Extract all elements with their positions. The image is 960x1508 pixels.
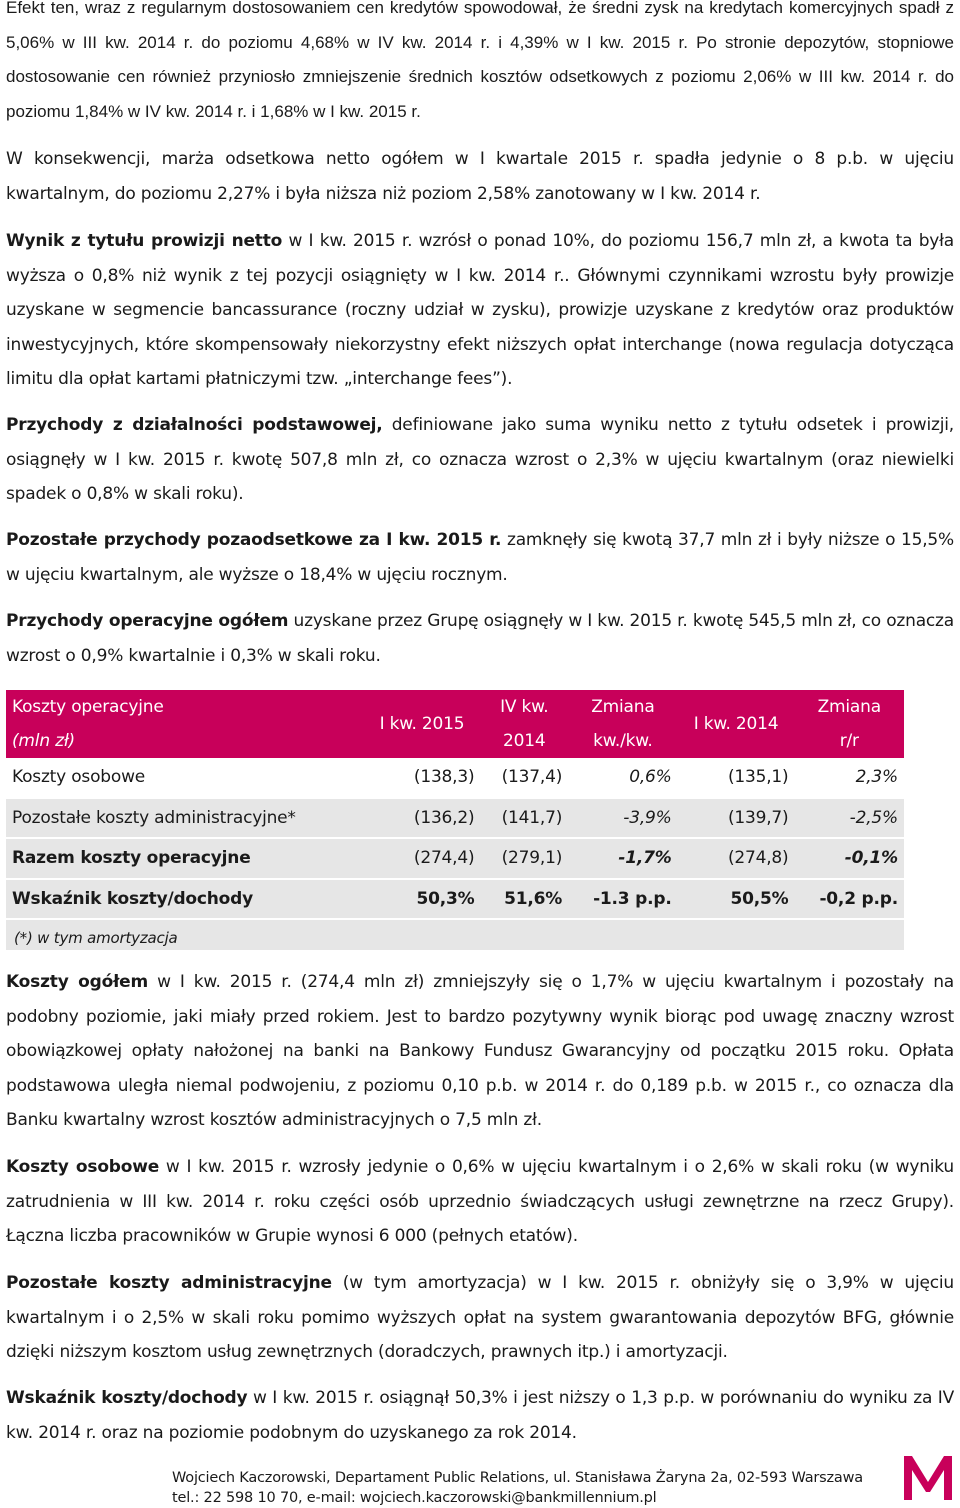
paragraph-core-income-text: definiowane jako suma wyniku netto z tytułu odsetek i prowizji, osiągnęły w I kw. 2015 r. kwotę 507,8 mln zł, co oznacza wzrost o 2,3% w ujęciu kwartalnym (oraz niewielki spadek o 0,8% w skali roku).	[6, 415, 954, 504]
table-footnote: (*) w tym amortyzacja	[14, 929, 178, 947]
bank-millennium-logo-icon	[900, 1448, 956, 1504]
cell-q1-2014: (139,7)	[678, 798, 795, 839]
operating-costs-table	[6, 690, 904, 952]
cell-yoy: 2,3%	[795, 758, 905, 798]
row-label: Pozostałe koszty administracyjne*	[6, 798, 364, 839]
cell-qoq: -3,9%	[568, 798, 677, 839]
paragraph-net-commission-text: w I kw. 2015 r. wzrósł o ponad 10%, do poziomu 156,7 mln zł, a kwota ta była wyższa o 0,8% niż wynik z tej pozycji osiągnięty w I kw. 2014 r.. Głównymi czynnikami wzrostu były prowizje uzyskane w segmencie bancassurance (roczny udział w zysku), prowizje uzyskane z kredytów oraz produktów inwestycyjnych, które skompensowały niekorzystny efekt niższych opłat interchange (nowa regulacja dotycząca limitu dla opłat kartami płatniczymi tzw. „interchange fees”).	[6, 231, 954, 389]
paragraph-other-admin-costs-text: (w tym amortyzacja) w I kw. 2015 r. obniżyły się o 3,9% w ujęciu kwartalnym i o 2,5% w skali roku pomimo wyższych opłat na system gwarantowania depozytów BFG, głównie dzięki niższym kosztom usług zewnętrznych (doradczych, prawnych itp.) i amortyzacji.	[6, 1273, 954, 1362]
cell-q1-2015: (274,4)	[364, 838, 481, 879]
header-yoy-line1: Zmiana	[795, 690, 905, 724]
table-row	[6, 879, 904, 920]
footer-contact-details: tel.: 22 598 10 70, e-mail: wojciech.kaczorowski@bankmillennium.pl	[172, 1490, 657, 1506]
table-row	[6, 798, 904, 839]
paragraph-personnel-costs-text: w I kw. 2015 r. wzrosły jedynie o 0,6% w ujęciu kwartalnym i o 2,6% w skali roku (w wyniku zatrudnienia w III kw. 2014 r. roku części osób uprzednio świadczących usługi zewnętrzne na rzecz Grupy). Łączna liczba pracowników w Grupie wynosi 6 000 (pełnych etatów).	[6, 1157, 954, 1246]
cell-q1-2014: 50,5%	[678, 879, 795, 920]
cell-q1-2014: (274,8)	[678, 838, 795, 879]
header-cost-label: Koszty operacyjne	[6, 690, 364, 724]
paragraph-total-costs-text: w I kw. 2015 r. (274,4 mln zł) zmniejszyły się o 1,7% w ujęciu kwartalnym i pozostały na podobny poziomie, jaki miały przed rokiem. Jest to bardzo pozytywny wynik biorąc pod uwagę znaczny wzrost obowiązkowej opłaty nałożonej na banki na Bankowy Fundusz Gwarancyjny od początku 2015 roku. Opłata podstawowa uległa niemal podwojeniu, z poziomu 0,10 p.b. w 2014 r. do 0,189 p.b. w 2015 r., co oznacza dla Banku kwartalny wzrost kosztów administracyjnych o 7,5 mln zł.	[6, 972, 954, 1130]
cell-q4-2014: (137,4)	[480, 758, 568, 798]
paragraph-cost-income-ratio-text: w I kw. 2015 r. osiągnął 50,3% i jest niższy o 1,3 p.p. w porównaniu do wyniku za IV kw. 2014 r. oraz na poziomie podobnym do uzyskanego za rok 2014.	[6, 1388, 954, 1443]
row-label: Koszty osobowe	[6, 758, 364, 798]
heading-core-income: Przychody z działalności podstawowej,	[6, 415, 383, 435]
cell-q4-2014: (141,7)	[480, 798, 568, 839]
cell-q4-2014: 51,6%	[480, 879, 568, 920]
cell-q1-2015: (138,3)	[364, 758, 481, 798]
paragraph-other-admin-costs	[6, 1266, 954, 1370]
footer-address: Wojciech Kaczorowski, Departament Public Relations, ul. Stanisława Żaryna 2a, 02-593 Warszawa	[172, 1470, 863, 1486]
paragraph-interest-margin-loans: Efekt ten, wraz z regularnym dostosowaniem cen kredytów spowodował, że średni zysk na kredytach komercyjnych spadł z 5,06% w III kw. 2014 r. do poziomu 4,68% w IV kw. 2014 r. i 4,39% w I kw. 2015 r. Po stronie depozytów, stopniowe dostosowanie cen również przyniosło zmniejszenie średnich kosztów odsetkowych z poziomu 2,06% w III kw. 2014 r. do poziomu 1,84% w IV kw. 2014 r. i 1,68% w I kw. 2015 r.	[6, 0, 954, 121]
header-q1-2015: I kw. 2015	[364, 690, 481, 758]
paragraph-personnel-costs	[6, 1150, 954, 1254]
paragraph-total-operating-income-text: uzyskane przez Grupę osiągnęły w I kw. 2015 r. kwotę 545,5 mln zł, co oznacza wzrost o 0,9% kwartalnie i 0,3% w skali roku.	[6, 611, 954, 666]
cell-yoy: -0,1%	[795, 838, 905, 879]
paragraph-other-non-interest-income-text: zamknęły się kwotą 37,7 mln zł i były niższe o 15,5% w ujęciu kwartalnym, ale wyższe o 18,4% w ujęciu rocznym.	[6, 530, 954, 585]
footer-contact	[172, 1468, 863, 1508]
header-q4-2014-line2: 2014	[480, 724, 568, 758]
row-label: Razem koszty operacyjne	[6, 838, 364, 879]
heading-cost-income-ratio: Wskaźnik koszty/dochody	[6, 1388, 248, 1408]
table-row	[6, 758, 904, 798]
heading-personnel-costs: Koszty osobowe	[6, 1157, 160, 1177]
heading-net-commission: Wynik z tytułu prowizji netto	[6, 231, 283, 251]
table-row	[6, 838, 904, 879]
header-unit: (mln zł)	[6, 724, 364, 758]
paragraph-total-costs	[6, 965, 954, 1138]
cell-yoy: -0,2 p.p.	[795, 879, 905, 920]
heading-other-admin-costs: Pozostałe koszty administracyjne	[6, 1273, 332, 1293]
header-q1-2014: I kw. 2014	[678, 690, 795, 758]
cell-yoy: -2,5%	[795, 798, 905, 839]
paragraph-other-non-interest-income	[6, 523, 954, 592]
cell-qoq: 0,6%	[568, 758, 677, 798]
table-header-row	[6, 690, 904, 724]
cell-q1-2015: (136,2)	[364, 798, 481, 839]
header-q4-2014-line1: IV kw.	[480, 690, 568, 724]
heading-total-costs: Koszty ogółem	[6, 972, 149, 992]
cell-q4-2014: (279,1)	[480, 838, 568, 879]
cell-q1-2014: (135,1)	[678, 758, 795, 798]
paragraph-net-interest-margin: W konsekwencji, marża odsetkowa netto ogółem w I kwartale 2015 r. spadła jedynie o 8 p.b. w ujęciu kwartalnym, do poziomu 2,27% i była niższa niż poziom 2,58% zanotowany w I kw. 2014 r.	[6, 149, 954, 204]
heading-other-non-interest-income: Pozostałe przychody pozaodsetkowe za I kw. 2015 r.	[6, 530, 502, 550]
header-qoq-line1: Zmiana	[568, 690, 677, 724]
cell-qoq: -1.3 p.p.	[568, 879, 677, 920]
header-yoy-line2: r/r	[795, 724, 905, 758]
paragraph-net-commission	[6, 224, 954, 397]
cell-q1-2015: 50,3%	[364, 879, 481, 920]
paragraph-total-operating-income	[6, 604, 954, 673]
paragraph-core-income	[6, 408, 954, 512]
heading-total-operating-income: Przychody operacyjne ogółem	[6, 611, 289, 631]
header-qoq-line2: kw./kw.	[568, 724, 677, 758]
cell-qoq: -1,7%	[568, 838, 677, 879]
row-label: Wskaźnik koszty/dochody	[6, 879, 364, 920]
paragraph-cost-income-ratio	[6, 1381, 954, 1450]
